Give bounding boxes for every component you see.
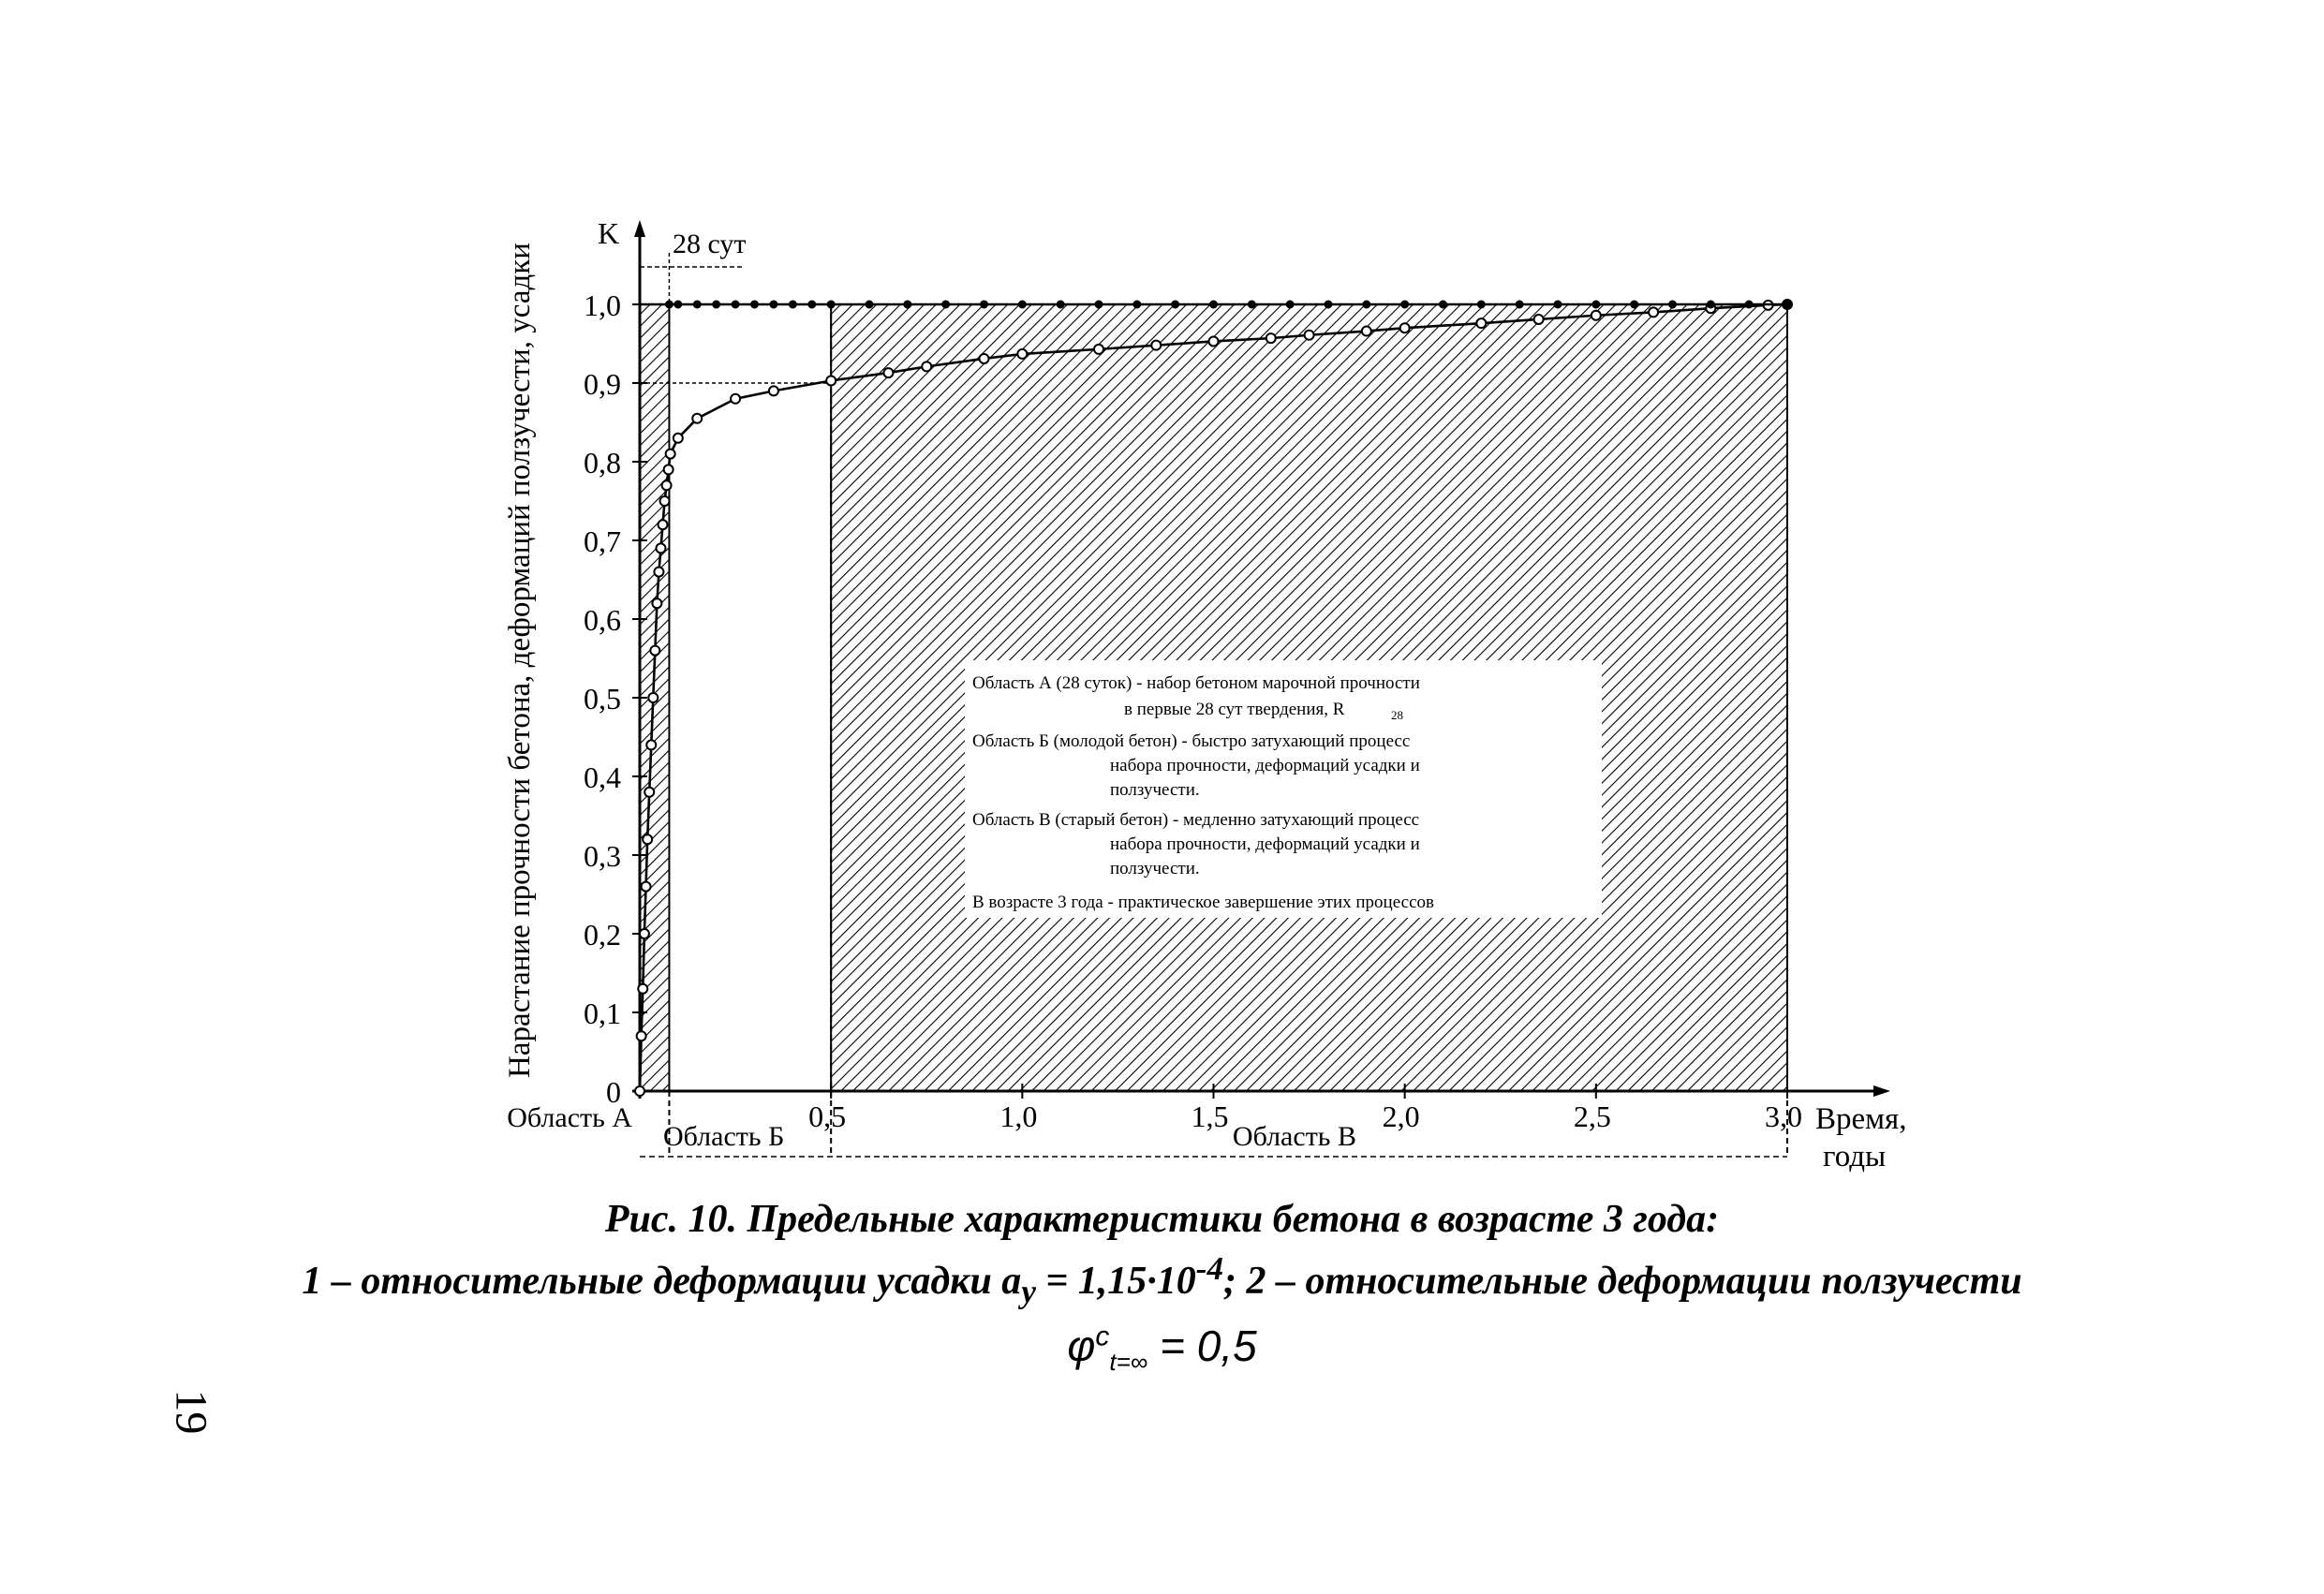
x-tick-label-2: 1,5 xyxy=(1191,1100,1229,1133)
page-number: 19 xyxy=(166,1389,216,1435)
series-1-point-1 xyxy=(637,1031,646,1041)
series-1-point-4 xyxy=(642,882,651,892)
series-1-point-30 xyxy=(1266,333,1276,343)
region-label-b: Область Б xyxy=(663,1121,785,1152)
y-tick-label-8: 0,8 xyxy=(584,446,621,480)
series-2-point-10 xyxy=(828,302,835,308)
series-1-point-22 xyxy=(826,376,836,385)
formula-rest: = 0,5 xyxy=(1147,1321,1257,1370)
series-1-point-37 xyxy=(1649,307,1658,317)
series-1-point-25 xyxy=(980,354,989,363)
y-axis-label: Нарастание прочности бетона, деформаций ползучести, усадки xyxy=(503,243,537,1078)
y-tick-label-6: 0,6 xyxy=(584,603,621,637)
series-1-point-6 xyxy=(644,788,654,797)
series-1-point-32 xyxy=(1362,327,1371,336)
region-label-a: Область А xyxy=(507,1102,632,1133)
series-2-point-30 xyxy=(1592,302,1599,308)
y-axis-symbol: K xyxy=(598,216,620,250)
x-tick-label-1: 1,0 xyxy=(999,1100,1038,1133)
series-1-point-13 xyxy=(659,520,668,529)
caption-part-b: = 1,15·10 xyxy=(1035,1260,1196,1303)
series-1-point-27 xyxy=(1094,345,1103,354)
series-2-point-28 xyxy=(1517,302,1523,308)
series-2-point-16 xyxy=(1058,302,1064,308)
legend-line-1: Область А (28 суток) - набор бетоном марочной прочности xyxy=(972,673,1420,693)
series-2-point-4 xyxy=(713,302,719,308)
series-1-point-14 xyxy=(660,496,670,506)
series-2-point-12 xyxy=(904,302,910,308)
legend-line-4: набора прочности, деформаций усадки и xyxy=(1110,756,1420,775)
legend-subscript-28: 28 xyxy=(1391,708,1403,722)
y-tick-label-0: 0 xyxy=(606,1075,621,1109)
legend-line-3: Область Б (молодой бетон) - быстро затухающий процесс xyxy=(972,731,1411,751)
series-2-point-5 xyxy=(733,302,739,308)
legend-line-7: набора прочности, деформаций усадки и xyxy=(1110,834,1420,854)
series-2-point-26 xyxy=(1440,302,1446,308)
formula-sub: t=∞ xyxy=(1109,1348,1148,1377)
caption-sub: y xyxy=(1021,1273,1036,1310)
x-axis-label-2: годы xyxy=(1823,1140,1887,1173)
series-2-point-21 xyxy=(1249,302,1255,308)
series-1-point-20 xyxy=(731,394,740,404)
legend-line-2: в первые 28 сут твердения, R xyxy=(1124,700,1345,719)
series-1-point-28 xyxy=(1151,341,1161,350)
caption-sup: -4 xyxy=(1195,1250,1223,1287)
series-1-point-0 xyxy=(635,1086,644,1096)
series-1-point-16 xyxy=(664,465,674,474)
series-1-point-31 xyxy=(1305,331,1314,340)
series-1-point-33 xyxy=(1400,323,1410,332)
series-1-point-24 xyxy=(922,362,931,371)
legend-line-8: ползучести. xyxy=(1110,859,1200,878)
x-axis-label-1: Время, xyxy=(1815,1102,1907,1136)
series-1-point-7 xyxy=(646,740,656,749)
series-2-point-19 xyxy=(1172,302,1178,308)
series-1-point-19 xyxy=(692,414,702,423)
series-2-point-2 xyxy=(674,302,681,308)
series-2-point-8 xyxy=(790,302,796,308)
series-1-point-9 xyxy=(650,646,659,656)
series-2-point-9 xyxy=(808,302,815,308)
x-axis-arrow xyxy=(1873,1085,1890,1097)
series-2-point-1 xyxy=(666,302,673,308)
series-1-point-36 xyxy=(1591,311,1601,320)
series-2-point-17 xyxy=(1096,302,1103,308)
series-2-point-11 xyxy=(866,302,873,308)
series-2-point-22 xyxy=(1287,302,1294,308)
formula-sup: c xyxy=(1095,1321,1110,1352)
series-1-point-10 xyxy=(652,598,661,608)
x-tick-label-0: 0,5 xyxy=(808,1100,847,1133)
x-tick-label-4: 2,5 xyxy=(1573,1100,1611,1133)
series-2-point-15 xyxy=(1019,302,1026,308)
series-2-point-25 xyxy=(1401,302,1408,308)
series-2-point-3 xyxy=(694,302,701,308)
series-2-point-32 xyxy=(1669,302,1676,308)
y-tick-label-3: 0,3 xyxy=(584,839,621,873)
y-tick-label-1: 0,1 xyxy=(584,996,621,1030)
series-1-point-23 xyxy=(883,368,893,377)
series-2-point-24 xyxy=(1363,302,1369,308)
region-label-v: Область В xyxy=(1232,1121,1357,1152)
series-2-point-23 xyxy=(1325,302,1332,308)
series-2-point-33 xyxy=(1708,302,1714,308)
series-1-point-26 xyxy=(1017,349,1027,359)
series-1-point-18 xyxy=(674,434,683,443)
series-1-point-2 xyxy=(638,984,647,994)
legend-line-5: ползучести. xyxy=(1110,780,1200,800)
legend-line-9: В возрасте 3 года - практическое завершение этих процессов xyxy=(972,893,1434,912)
x-tick-label-3: 2,0 xyxy=(1382,1100,1420,1133)
figure-caption-line1: Рис. 10. Предельные характеристики бетона в возрасте 3 года: xyxy=(604,1198,1720,1241)
series-1-point-5 xyxy=(643,834,652,844)
series-1-point-29 xyxy=(1209,336,1219,346)
series-1-point-21 xyxy=(769,386,778,395)
y-tick-label-9: 0,9 xyxy=(584,367,621,401)
series-1-point-11 xyxy=(654,568,663,577)
caption-part-c: ; 2 – относительные деформации ползучести xyxy=(1222,1260,2022,1303)
series-2-point-20 xyxy=(1210,302,1217,308)
series-1-point-8 xyxy=(648,693,658,702)
series-2-point-14 xyxy=(981,302,987,308)
y-tick-label-10: 1,0 xyxy=(584,288,621,322)
figure-caption-formula xyxy=(0,1321,2324,1377)
series-2-point-34 xyxy=(1746,302,1753,308)
legend-line-6: Область В (старый бетон) - медленно затухающий процесс xyxy=(972,810,1420,830)
series-2-point-31 xyxy=(1631,302,1637,308)
y-tick-label-2: 0,2 xyxy=(584,918,621,952)
y-tick-label-4: 0,4 xyxy=(584,760,621,794)
series-1-point-35 xyxy=(1534,315,1544,324)
x-tick-label-5: 3,0 xyxy=(1765,1100,1802,1133)
series-2-point-27 xyxy=(1478,302,1485,308)
y-tick-label-7: 0,7 xyxy=(584,524,621,558)
series-1-point-34 xyxy=(1476,318,1486,328)
annotation-28: 28 сут xyxy=(673,229,747,259)
series-2-point-13 xyxy=(942,302,949,308)
y-tick-label-5: 0,5 xyxy=(584,682,621,716)
formula-phi: φ xyxy=(1067,1321,1096,1370)
series-1-point-12 xyxy=(656,543,665,553)
figure-caption-line2 xyxy=(0,1250,2324,1310)
y-axis-arrow xyxy=(634,220,645,237)
series-2-point-35 xyxy=(1784,302,1791,308)
series-1-point-17 xyxy=(666,450,675,459)
series-1-point-3 xyxy=(640,929,649,938)
series-1-point-15 xyxy=(662,480,672,490)
series-2-point-29 xyxy=(1555,302,1562,308)
series-2-point-18 xyxy=(1133,302,1140,308)
caption-part-a: 1 – относительные деформации усадки a xyxy=(302,1260,1022,1303)
legend-box xyxy=(965,660,1602,918)
series-2-point-7 xyxy=(770,302,777,308)
series-2-point-6 xyxy=(751,302,758,308)
